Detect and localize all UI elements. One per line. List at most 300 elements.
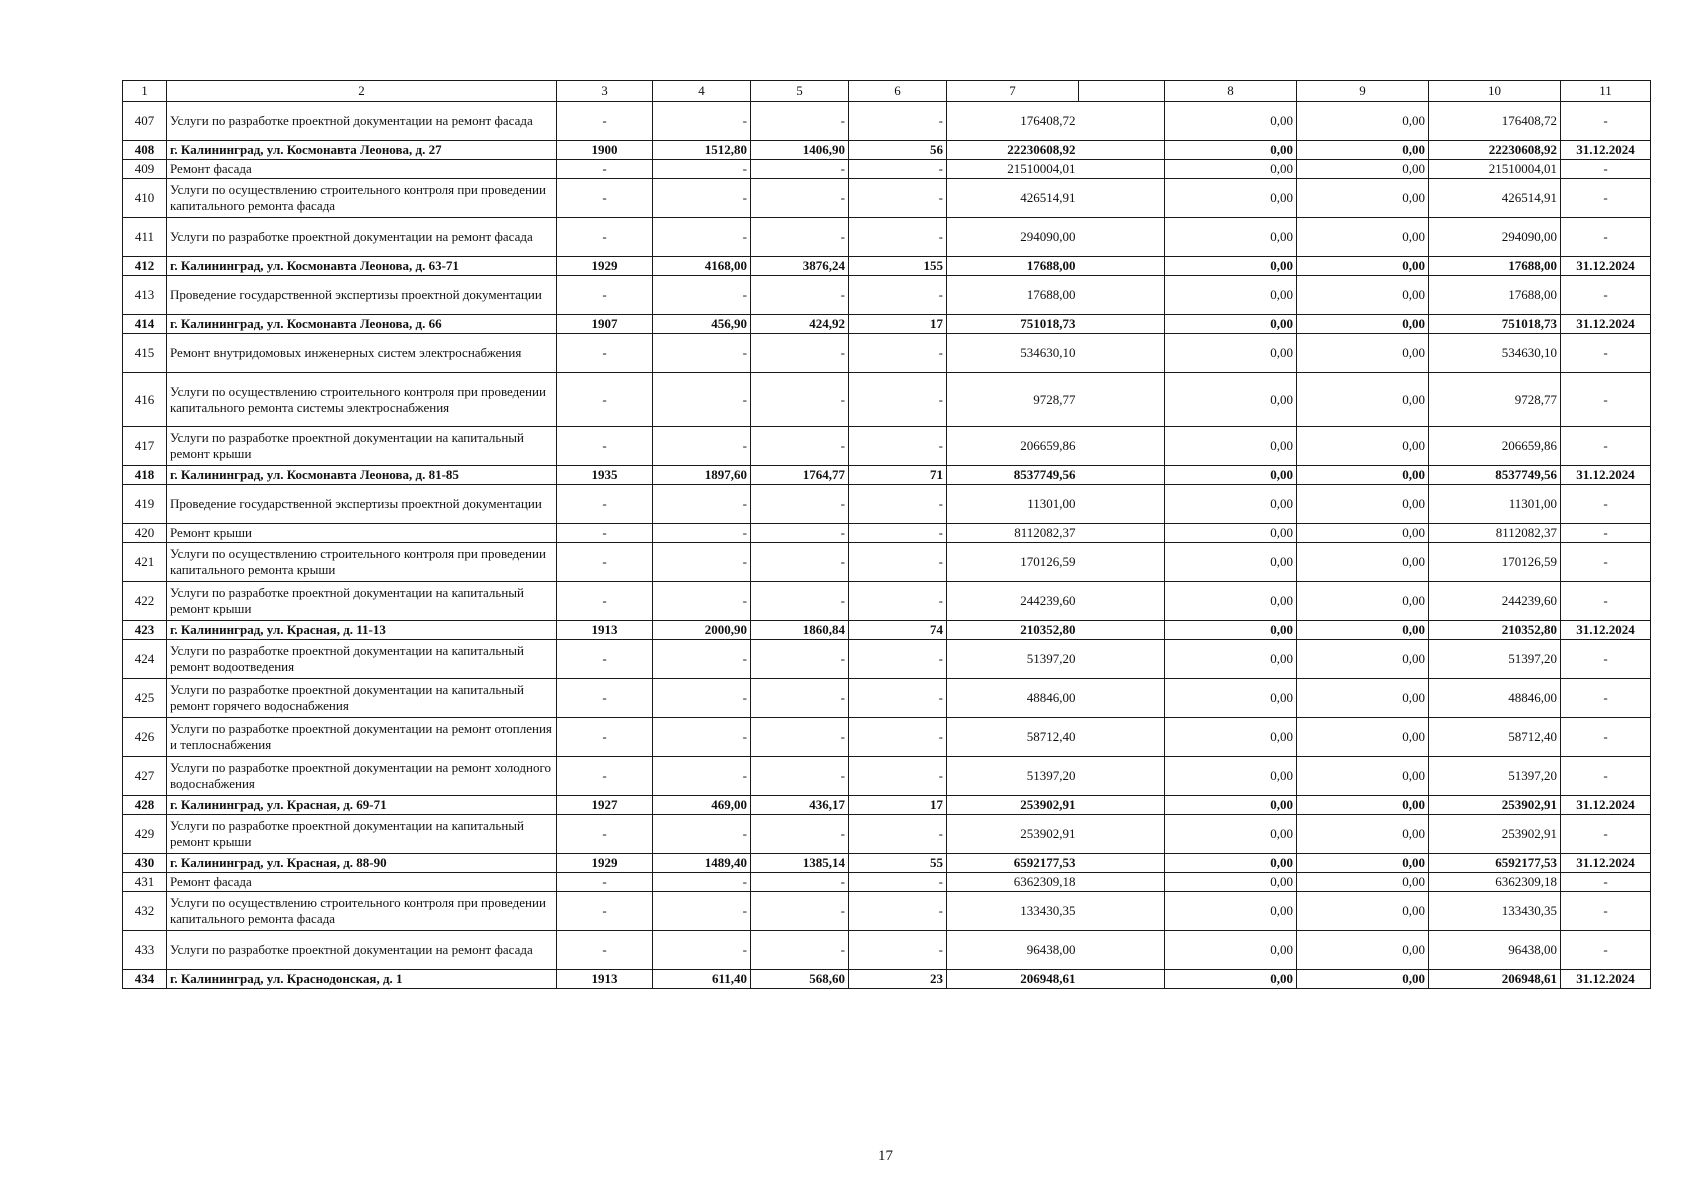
col-9-value: 0,00 (1297, 466, 1429, 485)
deadline: - (1561, 427, 1651, 466)
deadline: - (1561, 931, 1651, 970)
year-built: - (557, 931, 653, 970)
col-9-value: 0,00 (1297, 315, 1429, 334)
residents-count: - (849, 718, 947, 757)
table-row-work (123, 757, 1651, 796)
residents-count: 74 (849, 621, 947, 640)
spacer (1079, 373, 1165, 427)
residents-count: 71 (849, 466, 947, 485)
col-10-value: 253902,91 (1429, 796, 1561, 815)
spacer (1079, 815, 1165, 854)
spacer (1079, 257, 1165, 276)
spacer (1079, 485, 1165, 524)
residents-count: - (849, 892, 947, 931)
table-row-work (123, 218, 1651, 257)
column-number-1: 1 (123, 81, 167, 102)
table-body (123, 81, 1651, 989)
spacer (1079, 543, 1165, 582)
work-description: Услуги по разработке проектной документации на капитальный ремонт водоотведения (167, 640, 557, 679)
work-description: Услуги по разработке проектной документации на ремонт фасада (167, 102, 557, 141)
col-8-value: 0,00 (1165, 757, 1297, 796)
spacer (1079, 524, 1165, 543)
spacer (1079, 796, 1165, 815)
residents-count: - (849, 873, 947, 892)
col-10-value: 6592177,53 (1429, 854, 1561, 873)
total-area: - (653, 718, 751, 757)
table-row-address (123, 796, 1651, 815)
col-8-value: 0,00 (1165, 141, 1297, 160)
col-9-value: 0,00 (1297, 854, 1429, 873)
row-number: 422 (123, 582, 167, 621)
table-row-work (123, 485, 1651, 524)
work-description: Услуги по осуществлению строительного контроля при проведении капитального ремонта крыши (167, 543, 557, 582)
col-10-value: 9728,77 (1429, 373, 1561, 427)
col-9-value: 0,00 (1297, 815, 1429, 854)
table-row-work (123, 160, 1651, 179)
work-description: Проведение государственной экспертизы проектной документации (167, 485, 557, 524)
total-cost: 253902,91 (947, 796, 1079, 815)
living-area: - (751, 160, 849, 179)
col-9-value: 0,00 (1297, 931, 1429, 970)
table-row-work (123, 334, 1651, 373)
row-number: 412 (123, 257, 167, 276)
row-number: 410 (123, 179, 167, 218)
residents-count: 17 (849, 796, 947, 815)
col-8-value: 0,00 (1165, 257, 1297, 276)
table-row-work (123, 679, 1651, 718)
work-description: Услуги по осуществлению строительного контроля при проведении капитального ремонта системы электроснабжения (167, 373, 557, 427)
year-built: - (557, 524, 653, 543)
deadline: - (1561, 873, 1651, 892)
table-row-work (123, 373, 1651, 427)
table-row-work (123, 892, 1651, 931)
work-description: г. Калининград, ул. Красная, д. 88-90 (167, 854, 557, 873)
table-row-work (123, 179, 1651, 218)
total-area: - (653, 373, 751, 427)
spacer (1079, 334, 1165, 373)
residents-count: - (849, 679, 947, 718)
total-cost: 17688,00 (947, 276, 1079, 315)
deadline: - (1561, 543, 1651, 582)
residents-count: - (849, 102, 947, 141)
row-number: 413 (123, 276, 167, 315)
row-number: 426 (123, 718, 167, 757)
year-built: - (557, 373, 653, 427)
living-area: - (751, 757, 849, 796)
col-9-value: 0,00 (1297, 141, 1429, 160)
spacer (1079, 854, 1165, 873)
work-description: Услуги по разработке проектной документации на капитальный ремонт горячего водоснабжения (167, 679, 557, 718)
total-area: - (653, 276, 751, 315)
total-area: - (653, 679, 751, 718)
total-area: 4168,00 (653, 257, 751, 276)
row-number: 429 (123, 815, 167, 854)
deadline: - (1561, 102, 1651, 141)
year-built: 1913 (557, 621, 653, 640)
deadline: 31.12.2024 (1561, 854, 1651, 873)
total-cost: 48846,00 (947, 679, 1079, 718)
total-cost: 96438,00 (947, 931, 1079, 970)
spacer (1079, 621, 1165, 640)
column-number-spacer (1079, 81, 1165, 102)
living-area: - (751, 524, 849, 543)
total-cost: 8112082,37 (947, 524, 1079, 543)
living-area: 568,60 (751, 970, 849, 989)
col-10-value: 133430,35 (1429, 892, 1561, 931)
table-row-work (123, 102, 1651, 141)
residents-count: 56 (849, 141, 947, 160)
col-10-value: 51397,20 (1429, 757, 1561, 796)
table-row-work (123, 640, 1651, 679)
living-area: - (751, 102, 849, 141)
table-row-work (123, 815, 1651, 854)
col-8-value: 0,00 (1165, 582, 1297, 621)
col-8-value: 0,00 (1165, 179, 1297, 218)
table-row-work (123, 931, 1651, 970)
residents-count: - (849, 218, 947, 257)
col-8-value: 0,00 (1165, 427, 1297, 466)
table-row-address (123, 854, 1651, 873)
work-description: г. Калининград, ул. Космонавта Леонова, д. 81-85 (167, 466, 557, 485)
deadline: - (1561, 757, 1651, 796)
total-area: - (653, 931, 751, 970)
column-number-5: 5 (751, 81, 849, 102)
col-8-value: 0,00 (1165, 873, 1297, 892)
col-9-value: 0,00 (1297, 373, 1429, 427)
row-number: 423 (123, 621, 167, 640)
column-number-2: 2 (167, 81, 557, 102)
total-area: 469,00 (653, 796, 751, 815)
total-cost: 176408,72 (947, 102, 1079, 141)
residents-count: - (849, 757, 947, 796)
living-area: - (751, 427, 849, 466)
deadline: 31.12.2024 (1561, 466, 1651, 485)
row-number: 418 (123, 466, 167, 485)
residents-count: 155 (849, 257, 947, 276)
spacer (1079, 873, 1165, 892)
page-number: 17 (878, 1148, 893, 1164)
total-cost: 51397,20 (947, 640, 1079, 679)
living-area: 3876,24 (751, 257, 849, 276)
col-8-value: 0,00 (1165, 334, 1297, 373)
deadline: - (1561, 218, 1651, 257)
row-number: 409 (123, 160, 167, 179)
year-built: 1907 (557, 315, 653, 334)
col-9-value: 0,00 (1297, 524, 1429, 543)
spacer (1079, 276, 1165, 315)
year-built: - (557, 582, 653, 621)
col-8-value: 0,00 (1165, 892, 1297, 931)
total-cost: 9728,77 (947, 373, 1079, 427)
total-area: 1489,40 (653, 854, 751, 873)
year-built: - (557, 485, 653, 524)
total-area: - (653, 524, 751, 543)
col-10-value: 751018,73 (1429, 315, 1561, 334)
year-built: - (557, 873, 653, 892)
total-cost: 51397,20 (947, 757, 1079, 796)
year-built: - (557, 427, 653, 466)
col-9-value: 0,00 (1297, 334, 1429, 373)
total-cost: 8537749,56 (947, 466, 1079, 485)
residents-count: - (849, 485, 947, 524)
total-cost: 210352,80 (947, 621, 1079, 640)
total-cost: 6362309,18 (947, 873, 1079, 892)
deadline: - (1561, 679, 1651, 718)
living-area: - (751, 679, 849, 718)
work-description: Ремонт фасада (167, 160, 557, 179)
total-cost: 22230608,92 (947, 141, 1079, 160)
deadline: - (1561, 160, 1651, 179)
col-9-value: 0,00 (1297, 160, 1429, 179)
total-area: - (653, 334, 751, 373)
work-description: Ремонт фасада (167, 873, 557, 892)
col-8-value: 0,00 (1165, 640, 1297, 679)
year-built: - (557, 640, 653, 679)
work-description: Услуги по осуществлению строительного контроля при проведении капитального ремонта фасада (167, 179, 557, 218)
year-built: 1900 (557, 141, 653, 160)
col-9-value: 0,00 (1297, 621, 1429, 640)
row-number: 420 (123, 524, 167, 543)
col-10-value: 21510004,01 (1429, 160, 1561, 179)
col-10-value: 206948,61 (1429, 970, 1561, 989)
living-area: - (751, 640, 849, 679)
residents-count: 23 (849, 970, 947, 989)
living-area: - (751, 873, 849, 892)
year-built: - (557, 543, 653, 582)
col-9-value: 0,00 (1297, 276, 1429, 315)
residents-count: - (849, 640, 947, 679)
total-area: - (653, 160, 751, 179)
residents-count: - (849, 427, 947, 466)
column-number-4: 4 (653, 81, 751, 102)
total-cost: 206948,61 (947, 970, 1079, 989)
living-area: - (751, 718, 849, 757)
living-area: - (751, 815, 849, 854)
col-8-value: 0,00 (1165, 485, 1297, 524)
col-8-value: 0,00 (1165, 970, 1297, 989)
total-cost: 21510004,01 (947, 160, 1079, 179)
total-cost: 17688,00 (947, 257, 1079, 276)
year-built: 1935 (557, 466, 653, 485)
living-area: - (751, 179, 849, 218)
spacer (1079, 757, 1165, 796)
col-8-value: 0,00 (1165, 543, 1297, 582)
total-area: - (653, 427, 751, 466)
col-10-value: 170126,59 (1429, 543, 1561, 582)
col-10-value: 17688,00 (1429, 257, 1561, 276)
column-number-7: 7 (947, 81, 1079, 102)
total-cost: 58712,40 (947, 718, 1079, 757)
row-number: 428 (123, 796, 167, 815)
living-area: - (751, 892, 849, 931)
deadline: 31.12.2024 (1561, 257, 1651, 276)
deadline: 31.12.2024 (1561, 621, 1651, 640)
column-number-6: 6 (849, 81, 947, 102)
deadline: 31.12.2024 (1561, 315, 1651, 334)
work-description: г. Калининград, ул. Космонавта Леонова, д. 27 (167, 141, 557, 160)
total-area: 611,40 (653, 970, 751, 989)
year-built: - (557, 276, 653, 315)
residents-count: - (849, 815, 947, 854)
residents-count: - (849, 160, 947, 179)
total-cost: 534630,10 (947, 334, 1079, 373)
total-cost: 206659,86 (947, 427, 1079, 466)
table-row-work (123, 427, 1651, 466)
col-9-value: 0,00 (1297, 427, 1429, 466)
deadline: - (1561, 524, 1651, 543)
work-description: г. Калининград, ул. Красная, д. 11-13 (167, 621, 557, 640)
year-built: 1929 (557, 257, 653, 276)
year-built: - (557, 218, 653, 257)
deadline: - (1561, 582, 1651, 621)
year-built: 1927 (557, 796, 653, 815)
living-area: 436,17 (751, 796, 849, 815)
col-9-value: 0,00 (1297, 582, 1429, 621)
col-9-value: 0,00 (1297, 757, 1429, 796)
living-area: - (751, 276, 849, 315)
total-cost: 244239,60 (947, 582, 1079, 621)
table-row-work (123, 873, 1651, 892)
col-8-value: 0,00 (1165, 218, 1297, 257)
spacer (1079, 640, 1165, 679)
year-built: - (557, 757, 653, 796)
row-number: 433 (123, 931, 167, 970)
row-number: 432 (123, 892, 167, 931)
row-number: 431 (123, 873, 167, 892)
total-area: - (653, 179, 751, 218)
work-description: г. Калининград, ул. Краснодонская, д. 1 (167, 970, 557, 989)
living-area: - (751, 218, 849, 257)
col-10-value: 22230608,92 (1429, 141, 1561, 160)
col-10-value: 48846,00 (1429, 679, 1561, 718)
spacer (1079, 141, 1165, 160)
deadline: 31.12.2024 (1561, 970, 1651, 989)
total-cost: 133430,35 (947, 892, 1079, 931)
column-number-header-row (123, 81, 1651, 102)
col-8-value: 0,00 (1165, 621, 1297, 640)
col-9-value: 0,00 (1297, 718, 1429, 757)
work-description: Услуги по разработке проектной документации на ремонт фасада (167, 218, 557, 257)
living-area: 1406,90 (751, 141, 849, 160)
deadline: - (1561, 373, 1651, 427)
data-table (122, 80, 1651, 989)
total-cost: 294090,00 (947, 218, 1079, 257)
col-10-value: 58712,40 (1429, 718, 1561, 757)
total-area: 1897,60 (653, 466, 751, 485)
deadline: - (1561, 485, 1651, 524)
col-8-value: 0,00 (1165, 931, 1297, 970)
col-9-value: 0,00 (1297, 873, 1429, 892)
living-area: 1385,14 (751, 854, 849, 873)
spacer (1079, 102, 1165, 141)
col-10-value: 176408,72 (1429, 102, 1561, 141)
spacer (1079, 582, 1165, 621)
residents-count: 55 (849, 854, 947, 873)
row-number: 421 (123, 543, 167, 582)
work-description: г. Калининград, ул. Красная, д. 69-71 (167, 796, 557, 815)
row-number: 414 (123, 315, 167, 334)
col-8-value: 0,00 (1165, 796, 1297, 815)
year-built: - (557, 334, 653, 373)
col-8-value: 0,00 (1165, 315, 1297, 334)
work-description: Услуги по осуществлению строительного контроля при проведении капитального ремонта фасада (167, 892, 557, 931)
col-10-value: 17688,00 (1429, 276, 1561, 315)
deadline: 31.12.2024 (1561, 141, 1651, 160)
work-description: Услуги по разработке проектной документации на ремонт холодного водоснабжения (167, 757, 557, 796)
row-number: 430 (123, 854, 167, 873)
col-10-value: 11301,00 (1429, 485, 1561, 524)
living-area: - (751, 334, 849, 373)
spacer (1079, 427, 1165, 466)
column-number-11: 11 (1561, 81, 1651, 102)
year-built: - (557, 815, 653, 854)
year-built: - (557, 102, 653, 141)
total-area: - (653, 873, 751, 892)
col-9-value: 0,00 (1297, 679, 1429, 718)
spacer (1079, 160, 1165, 179)
col-9-value: 0,00 (1297, 179, 1429, 218)
table-row-address (123, 257, 1651, 276)
col-8-value: 0,00 (1165, 524, 1297, 543)
column-number-9: 9 (1297, 81, 1429, 102)
deadline: - (1561, 892, 1651, 931)
total-area: - (653, 102, 751, 141)
living-area: - (751, 485, 849, 524)
total-area: - (653, 757, 751, 796)
table-row-work (123, 718, 1651, 757)
total-cost: 751018,73 (947, 315, 1079, 334)
col-10-value: 51397,20 (1429, 640, 1561, 679)
col-9-value: 0,00 (1297, 102, 1429, 141)
living-area: - (751, 582, 849, 621)
year-built: - (557, 179, 653, 218)
col-8-value: 0,00 (1165, 466, 1297, 485)
col-8-value: 0,00 (1165, 815, 1297, 854)
living-area: 424,92 (751, 315, 849, 334)
work-description: Услуги по разработке проектной документации на капитальный ремонт крыши (167, 582, 557, 621)
year-built: 1929 (557, 854, 653, 873)
row-number: 416 (123, 373, 167, 427)
col-10-value: 8537749,56 (1429, 466, 1561, 485)
col-8-value: 0,00 (1165, 160, 1297, 179)
work-description: г. Калининград, ул. Космонавта Леонова, д. 63-71 (167, 257, 557, 276)
residents-count: - (849, 373, 947, 427)
spacer (1079, 892, 1165, 931)
row-number: 427 (123, 757, 167, 796)
living-area: - (751, 373, 849, 427)
row-number: 434 (123, 970, 167, 989)
table-row-address (123, 466, 1651, 485)
row-number: 415 (123, 334, 167, 373)
row-number: 425 (123, 679, 167, 718)
residents-count: - (849, 524, 947, 543)
deadline: - (1561, 179, 1651, 218)
table-row-address (123, 970, 1651, 989)
living-area: - (751, 543, 849, 582)
total-cost: 6592177,53 (947, 854, 1079, 873)
year-built: 1913 (557, 970, 653, 989)
col-8-value: 0,00 (1165, 679, 1297, 718)
table-row-work (123, 543, 1651, 582)
work-description: г. Калининград, ул. Космонавта Леонова, д. 66 (167, 315, 557, 334)
col-8-value: 0,00 (1165, 102, 1297, 141)
col-9-value: 0,00 (1297, 218, 1429, 257)
residents-count: - (849, 543, 947, 582)
col-10-value: 8112082,37 (1429, 524, 1561, 543)
work-description: Услуги по разработке проектной документации на ремонт фасада (167, 931, 557, 970)
deadline: - (1561, 640, 1651, 679)
living-area: 1764,77 (751, 466, 849, 485)
